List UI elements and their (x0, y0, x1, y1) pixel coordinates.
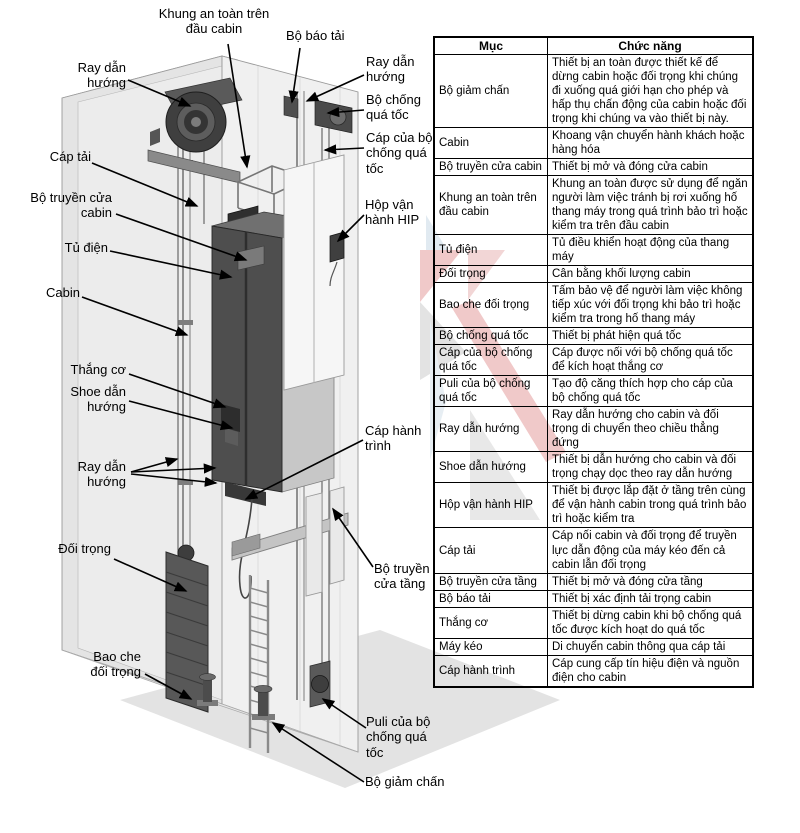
item-cell: Máy kéo (434, 638, 548, 655)
label-ray-dan-huong-top-left: Ray dẫn hướng (77, 60, 126, 91)
item-cell: Cáp của bộ chống quá tốc (434, 345, 548, 376)
item-cell: Hộp vận hành HIP (434, 483, 548, 528)
table-row (434, 655, 753, 687)
table-row (434, 573, 753, 590)
item-cell: Ray dẫn hướng (434, 407, 548, 452)
label-bo-bao-tai: Bộ báo tải (286, 28, 345, 43)
table-row (434, 328, 753, 345)
function-cell: Khoang vận chuyển hành khách hoặc hàng hóa (548, 128, 754, 159)
table-row (434, 176, 753, 235)
item-cell: Puli của bộ chống quá tốc (434, 376, 548, 407)
function-cell: Thiết bị được lắp đặt ở tầng trên cùng để vận hành cabin trong quá trình bảo trì hoặc kiểm tra (548, 483, 754, 528)
function-cell: Ray dẫn hướng cho cabin và đối trọng di chuyển theo chiều thẳng đứng (548, 407, 754, 452)
label-shoe-dan-huong: Shoe dẫn hướng (70, 384, 126, 415)
label-hop-van-hanh-hip: Hộp vận hành HIP (365, 197, 420, 228)
table-row (434, 528, 753, 573)
label-puli-cua-bo-chong-qua-toc: Puli của bộ chống quá tốc (366, 714, 431, 760)
label-cap-hanh-trinh: Cáp hành trình (365, 423, 422, 454)
table-row (434, 266, 753, 283)
item-cell: Cabin (434, 128, 548, 159)
table-row (434, 345, 753, 376)
header-muc: Mục (434, 37, 548, 55)
table-row (434, 159, 753, 176)
label-bo-truyen-cua-tang: Bộ truyền cửa tầng (374, 561, 430, 592)
function-cell: Thiết bị dừng cabin khi bộ chống quá tốc được kích hoạt do quá tốc (548, 607, 754, 638)
table-row (434, 283, 753, 328)
function-cell: Di chuyển cabin thông qua cáp tải (548, 638, 754, 655)
governor-tension-pulley (310, 661, 330, 707)
item-cell: Khung an toàn trên đầu cabin (434, 176, 548, 235)
label-ray-dan-huong-mid-left: Ray dẫn hướng (77, 459, 126, 490)
function-cell: Thiết bị mở và đóng cửa cabin (548, 159, 754, 176)
label-doi-trong: Đối trọng (58, 541, 111, 556)
item-cell: Bộ truyền cửa cabin (434, 159, 548, 176)
table-row (434, 128, 753, 159)
item-cell: Thắng cơ (434, 607, 548, 638)
label-ray-dan-huong-top-right: Ray dẫn hướng (366, 54, 415, 85)
item-cell: Bộ chống quá tốc (434, 328, 548, 345)
label-cap-tai: Cáp tải (49, 149, 91, 164)
header-chuc-nang: Chức năng (548, 37, 754, 55)
item-cell: Tủ điện (434, 235, 548, 266)
table-row (434, 607, 753, 638)
function-cell: Thiết bị an toàn được thiết kế để dừng cabin hoặc đối trọng khi chúng đi xuống quá giới hạn cho phép và hấp thụ chấn động của cabin hoặc đối trọng khi chúng va vào thiết bị này. (548, 55, 754, 128)
item-cell: Bộ truyền cửa tầng (434, 573, 548, 590)
item-cell: Bộ giảm chấn (434, 55, 548, 128)
label-cap-cua-bo-chong-qua-toc: Cáp của bộ chống quá tốc (366, 130, 433, 176)
function-cell: Thiết bị xác định tải trọng cabin (548, 590, 754, 607)
label-bo-chong-qua-toc: Bộ chống quá tốc (366, 92, 421, 123)
table-row (434, 638, 753, 655)
item-cell: Bao che đối trọng (434, 283, 548, 328)
item-cell: Cáp tải (434, 528, 548, 573)
parts-table-body (434, 55, 753, 687)
table-row (434, 55, 753, 128)
function-cell: Tủ điều khiển hoạt động của thang máy (548, 235, 754, 266)
item-cell: Bộ báo tải (434, 590, 548, 607)
label-thang-co: Thắng cơ (70, 362, 126, 377)
parts-table (433, 36, 754, 688)
function-cell: Thiết bị dẫn hướng cho cabin và đối trọng chạy dọc theo ray dẫn hướng (548, 452, 754, 483)
table-row (434, 483, 753, 528)
label-cabin: Cabin (46, 285, 80, 300)
item-cell: Shoe dẫn hướng (434, 452, 548, 483)
table-row (434, 452, 753, 483)
label-bao-che-doi-trong: Bao che đối trọng (90, 649, 141, 680)
function-cell: Cáp được nối với bộ chống quá tốc để kích hoạt thắng cơ (548, 345, 754, 376)
label-tu-dien: Tủ điện (64, 240, 108, 255)
table-row (434, 376, 753, 407)
item-cell: Cáp hành trình (434, 655, 548, 687)
function-cell: Tạo độ căng thích hợp cho cáp của bộ chống quá tốc (548, 376, 754, 407)
function-cell: Thiết bị phát hiện quá tốc (548, 328, 754, 345)
table-header-row (434, 37, 753, 55)
table-row (434, 590, 753, 607)
function-cell: Thiết bị mở và đóng cửa tầng (548, 573, 754, 590)
table-row (434, 407, 753, 452)
function-cell: Khung an toàn được sử dụng để ngăn người làm việc tránh bị rơi xuống hố thang máy trong quá trình bảo trì hoặc kiểm tra trên đầu cabin (548, 176, 754, 235)
table-row (434, 235, 753, 266)
function-cell: Cáp nối cabin và đối trọng để truyền lực dẫn động của máy kéo đến cả cabin lẫn đối trọng (548, 528, 754, 573)
label-bo-giam-chan: Bộ giảm chấn (365, 774, 445, 789)
label-khung-an-toan: Khung an toàn trên đầu cabin (158, 6, 270, 37)
upper-landing-door (284, 155, 344, 390)
label-bo-truyen-cua-cabin: Bộ truyền cửa cabin (30, 190, 112, 221)
item-cell: Đối trọng (434, 266, 548, 283)
load-weighing-device (284, 96, 298, 118)
counterweight (166, 545, 208, 712)
function-cell: Cân bằng khối lượng cabin (548, 266, 754, 283)
function-cell: Cáp cung cấp tín hiệu điện và nguồn điện cho cabin (548, 655, 754, 687)
function-cell: Tấm bảo vệ để người làm việc không tiếp xúc với đối trọng khi bảo trì hoặc kiểm tra trong hố thang máy (548, 283, 754, 328)
